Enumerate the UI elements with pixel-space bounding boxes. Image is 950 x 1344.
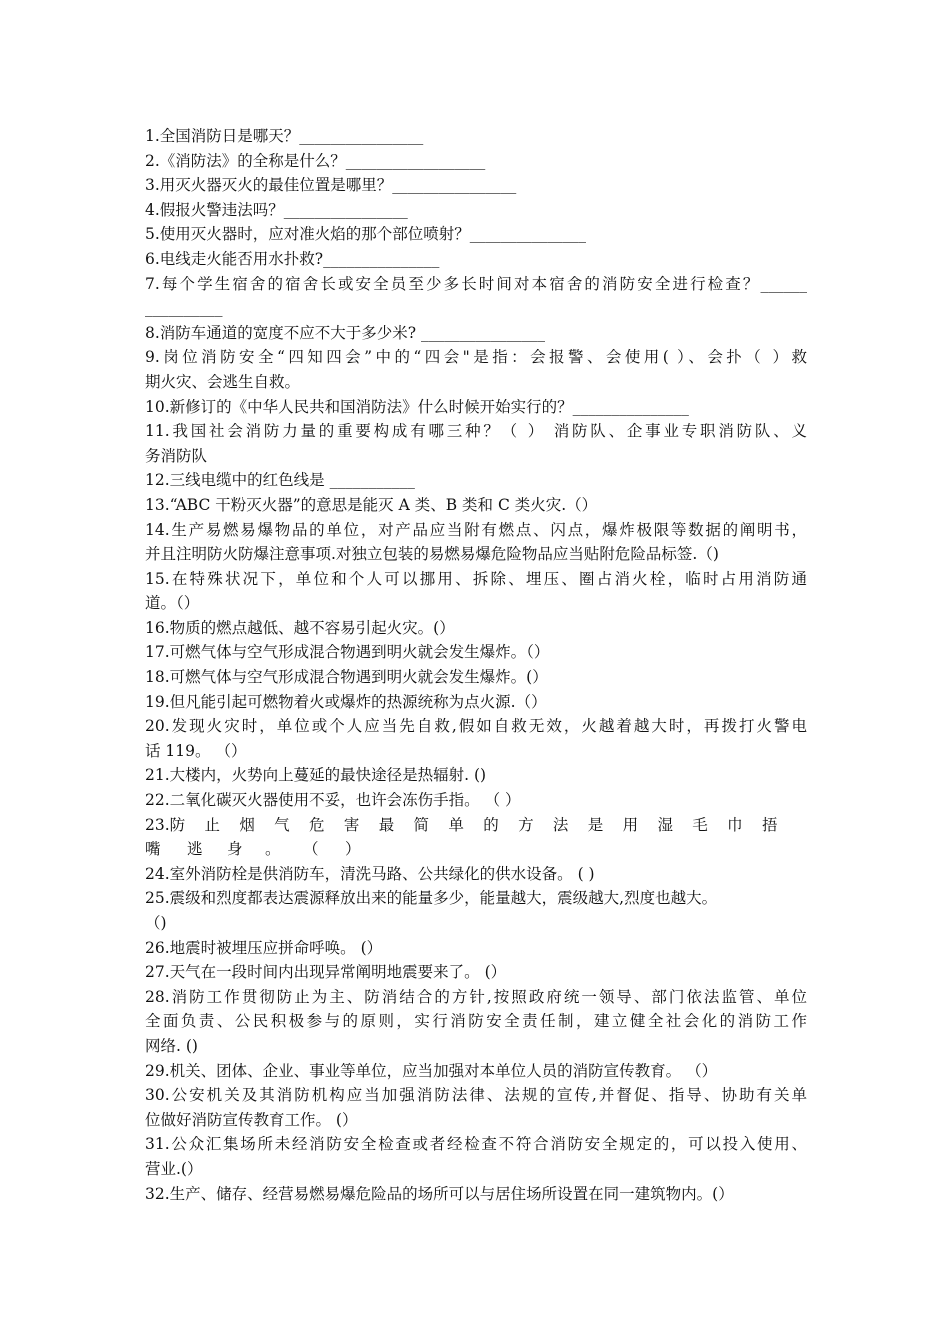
question-6: 6.电线走火能否用水扑救?_______________	[145, 249, 440, 268]
question-22: 22.二氧化碳灭火器使用不妥，也许会冻伤手指。 （ ）	[145, 791, 521, 810]
question-28-continuation: 全面负责、公民积极参与的原则，实行消防安全责任制，建立健全社会化的消防工作	[145, 1012, 807, 1031]
question-12: 12.三线电缆中的红色线是 ___________	[145, 471, 415, 490]
question-23-line-2	[145, 837, 807, 862]
q23-word: 是	[587, 815, 604, 834]
question-1: 1.全国消防日是哪天？________________	[145, 127, 424, 145]
question-25: 25.震级和烈度都表达震源释放出来的能量多少，能量越大，震级越大,烈度也越大。	[145, 889, 718, 908]
question-20-continuation: 话 119。 （）	[145, 741, 247, 760]
question-4: 4.假报火警违法吗？________________	[145, 200, 408, 219]
question-30-continuation: 位做好消防宣传教育工作。 (）	[145, 1110, 358, 1129]
question-24: 24.室外消防栓是供消防车，清洗马路、公共绿化的供水设备。 ( )	[145, 864, 595, 883]
question-32: 32.生产、储存、经营易燃易爆危险品的场所可以与居住场所设置在同一建筑物内。(）	[145, 1184, 734, 1203]
q23-word: 捂	[761, 815, 778, 834]
question-26: 26.地震时被埋压应拼命呼唤。 (）	[145, 938, 383, 957]
question-18: 18.可燃气体与空气形成混合物遇到明火就会发生爆炸。(）	[145, 668, 548, 687]
question-14-continuation: 并且注明防火防爆注意事项.对独立包装的易燃易爆危险物品应当贴附危险品标签.（)	[145, 545, 719, 564]
question-9: 9.岗位消防安全“四知四会”中的“四会"是指：会报警、会使用( ）、会扑（ ）救	[145, 348, 807, 367]
question-7: 7.每个学生宿舍的宿舍长或安全员至少多长时间对本宿舍的消防安全进行检查？______	[145, 274, 807, 293]
q23-word: 嘴	[145, 840, 161, 859]
question-29: 29.机关、团体、企业、事业等单位，应当加强对本单位人员的消防宣传教育。 （）	[145, 1061, 718, 1080]
q23-word: 烟	[239, 815, 255, 834]
q23-word: 湿	[657, 815, 673, 834]
question-10: 10.新修订的《中华人民共和国消防法》什么时候开始实行的？_______________	[145, 397, 689, 416]
question-list	[145, 124, 807, 1206]
question-30: 30.公安机关及其消防机构应当加强消防法律、法规的宣传,并督促、指导、协助有关单	[145, 1086, 807, 1105]
q23-word: 巾	[727, 815, 743, 834]
question-28: 28.消防工作贯彻防止为主、防消结合的方针,按照政府统一领导、部门依法监管、单位	[145, 987, 807, 1006]
q23-word: 的	[483, 815, 499, 834]
q23-word: 用	[622, 815, 639, 834]
question-25-continuation: （)	[145, 914, 167, 932]
q23-word: 。	[265, 840, 281, 859]
question-21: 21.大楼内，火势向上蔓延的最快途径是热辐射. ()	[145, 766, 487, 785]
q23-word: 方	[518, 815, 534, 834]
question-17: 17.可燃气体与空气形成混合物遇到明火就会发生爆炸。（）	[145, 643, 550, 662]
q23-word: 危	[309, 815, 325, 834]
question-31-continuation: 营业.(）	[145, 1159, 203, 1178]
q23-word: 身	[227, 840, 243, 859]
q23-word: 法	[552, 815, 569, 834]
question-2: 2.《消防法》的全称是什么？__________________	[145, 151, 486, 170]
question-8: 8.消防车通道的宽度不应不大于多少米? ________________	[145, 323, 546, 342]
q23-word: 逃	[187, 840, 203, 859]
q23-word: 单	[448, 815, 464, 834]
question-7-continuation: __________	[145, 299, 223, 318]
question-5: 5.使用灭火器时，应对准火焰的那个部位喷射？_______________	[145, 225, 587, 244]
question-27: 27.天气在一段时间内出现异常阐明地震要来了。 (）	[145, 963, 507, 982]
q23-word: 毛	[692, 815, 708, 834]
q23-word: 气	[274, 815, 290, 834]
question-20: 20.发现火灾时，单位或个人应当先自救,假如自救无效，火越着越大时，再拨打火警电	[145, 717, 807, 736]
question-31: 31.公众汇集场所未经消防安全检查或者经检查不符合消防安全规定的，可以投入使用、	[145, 1135, 807, 1154]
question-16: 16.物质的燃点越低、越不容易引起火灾。(）	[145, 618, 455, 637]
q23-word: 简	[413, 815, 430, 834]
question-15-continuation: 道。（）	[145, 594, 200, 613]
question-9-continuation: 期火灾、会逃生自救。	[145, 372, 301, 391]
q23-word: 害	[343, 815, 360, 834]
q23-word: 最	[378, 815, 395, 834]
question-11-continuation: 务消防队	[145, 446, 208, 465]
question-28-continuation-2: 网络. ()	[145, 1036, 198, 1055]
q23-word: 止	[204, 815, 220, 834]
question-19: 19.但凡能引起可燃物着火或爆炸的热源统称为点火源.（）	[145, 692, 547, 711]
question-23-line-1	[145, 813, 807, 838]
question-3: 3.用灭火器灭火的最佳位置是哪里？________________	[145, 176, 517, 195]
question-11: 11.我国社会消防力量的重要构成有哪三种？（ ） 消防队、企事业专职消防队、义	[145, 422, 807, 441]
question-13: 13.“ABC 干粉灭火器”的意思是能灭 A 类、B 类和 C 类火灾.（）	[145, 495, 598, 514]
q23-word: （	[303, 840, 319, 859]
question-14: 14.生产易燃易爆物品的单位，对产品应当附有燃点、闪点，爆炸极限等数据的阐明书，	[145, 520, 807, 539]
q23-word: 23.防	[145, 815, 186, 834]
question-15: 15.在特殊状况下，单位和个人可以挪用、拆除、埋压、圈占消火栓，临时占用消防通	[145, 569, 807, 588]
q23-word: ）	[345, 840, 361, 859]
